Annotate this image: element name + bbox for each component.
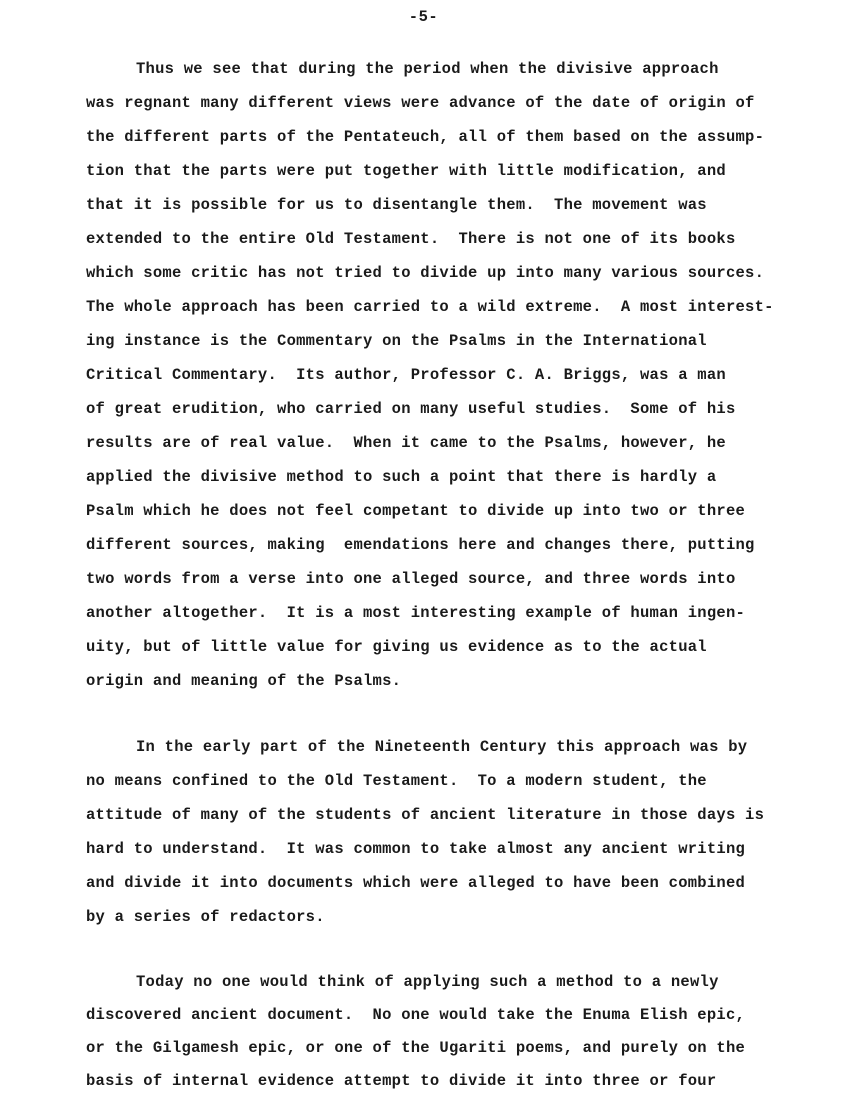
paragraph-3-line-3: or the Gilgamesh epic, or one of the Ugariti poems, and purely on the bbox=[86, 1039, 746, 1057]
paragraph-1-line-17: another altogether. It is a most interesting example of human ingen- bbox=[86, 604, 746, 622]
paragraph-2-line-4: hard to understand. It was common to take almost any ancient writing bbox=[86, 840, 746, 858]
paragraph-1-line-15: different sources, making emendations here and changes there, putting bbox=[86, 536, 755, 554]
paragraph-1-line-6: extended to the entire Old Testament. There is not one of its books bbox=[86, 230, 736, 248]
paragraph-1-line-5: that it is possible for us to disentangle them. The movement was bbox=[86, 196, 707, 214]
paragraph-1-line-7: which some critic has not tried to divide up into many various sources. bbox=[86, 264, 765, 282]
paragraph-1-line-13: applied the divisive method to such a point that there is hardly a bbox=[86, 468, 717, 486]
paragraph-1-line-11: of great erudition, who carried on many useful studies. Some of his bbox=[86, 400, 736, 418]
paragraph-1-line-19: origin and meaning of the Psalms. bbox=[86, 672, 402, 690]
paragraph-1-line-3: the different parts of the Pentateuch, all of them based on the assump- bbox=[86, 128, 765, 146]
paragraph-3-line-2: discovered ancient document. No one would take the Enuma Elish epic, bbox=[86, 1006, 746, 1024]
paragraph-2-line-5: and divide it into documents which were alleged to have been combined bbox=[86, 874, 746, 892]
paragraph-1-line-1: Thus we see that during the period when the divisive approach bbox=[136, 60, 719, 78]
paragraph-2-line-2: no means confined to the Old Testament. To a modern student, the bbox=[86, 772, 707, 790]
paragraph-3-line-1: Today no one would think of applying such a method to a newly bbox=[136, 973, 719, 991]
paragraph-2-line-1: In the early part of the Nineteenth Century this approach was by bbox=[136, 738, 748, 756]
paragraph-1-line-10: Critical Commentary. Its author, Professor C. A. Briggs, was a man bbox=[86, 366, 726, 384]
paragraph-3-line-4: basis of internal evidence attempt to divide it into three or four bbox=[86, 1072, 717, 1090]
paragraph-1-line-18: uity, but of little value for giving us evidence as to the actual bbox=[86, 638, 707, 656]
paragraph-1-line-12: results are of real value. When it came to the Psalms, however, he bbox=[86, 434, 726, 452]
page-number: -5- bbox=[408, 8, 439, 26]
paragraph-1-line-14: Psalm which he does not feel competant to divide up into two or three bbox=[86, 502, 746, 520]
paragraph-1-line-16: two words from a verse into one alleged source, and three words into bbox=[86, 570, 736, 588]
paragraph-1-line-4: tion that the parts were put together with little modification, and bbox=[86, 162, 726, 180]
paragraph-2-line-6: by a series of redactors. bbox=[86, 908, 325, 926]
paragraph-1-line-2: was regnant many different views were advance of the date of origin of bbox=[86, 94, 755, 112]
paragraph-1-line-9: ing instance is the Commentary on the Psalms in the International bbox=[86, 332, 707, 350]
paragraph-1-line-8: The whole approach has been carried to a wild extreme. A most interest- bbox=[86, 298, 774, 316]
paragraph-2-line-3: attitude of many of the students of ancient literature in those days is bbox=[86, 806, 765, 824]
